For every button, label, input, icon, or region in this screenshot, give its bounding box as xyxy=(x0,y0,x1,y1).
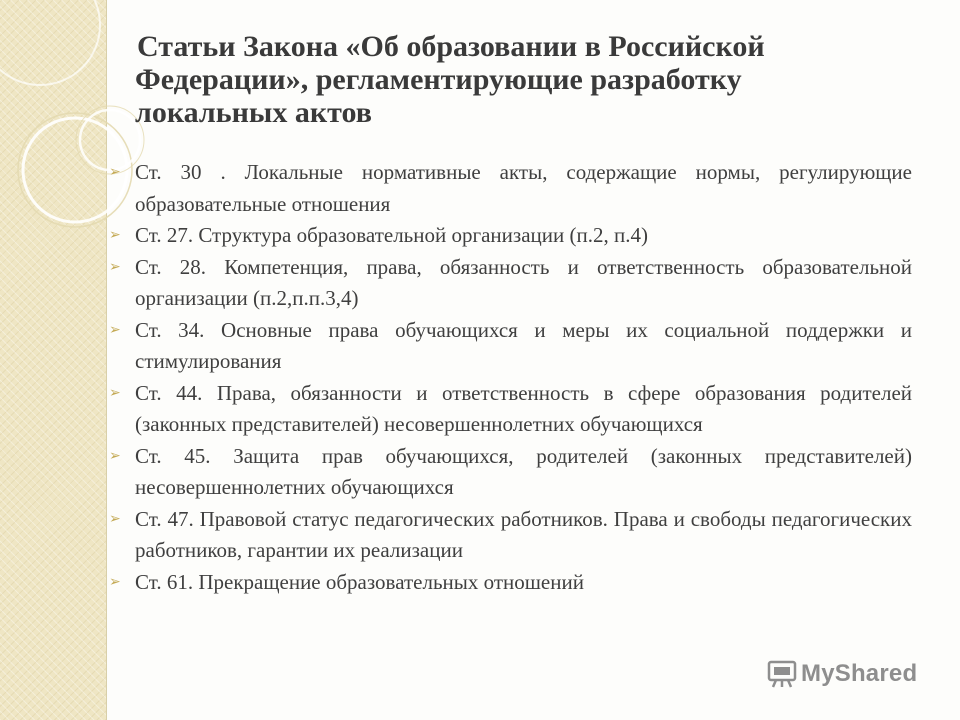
list-item xyxy=(106,315,912,378)
list-item-text: Ст. 34. Основные права обучающихся и меры их социальной поддержки и стимулирования xyxy=(135,317,912,373)
page-title xyxy=(135,30,895,129)
arrow-bullet-icon: ➢ xyxy=(109,511,121,527)
list-item xyxy=(106,504,912,567)
list-item-text: Ст. 47. Правовой статус педагогических работников. Права и свободы педагогических работников, гарантии их реализации xyxy=(135,506,912,562)
title-line: Федерации», регламентирующие разработку xyxy=(135,63,742,96)
list-item xyxy=(106,157,912,220)
title-line: локальных актов xyxy=(135,96,372,129)
arrow-bullet-icon: ➢ xyxy=(109,165,121,180)
arrow-bullet-icon: ➢ xyxy=(109,448,121,464)
list-item-text: Ст. 30 . Локальные нормативные акты, содержащие нормы, регулирующие образовательные отношения xyxy=(135,160,912,216)
list-item-text: Ст. 27. Структура образовательной организации (п.2, п.4) xyxy=(135,223,648,247)
title-line: Статьи Закона «Об образовании в Российской xyxy=(137,30,765,63)
arrow-bullet-icon: ➢ xyxy=(109,259,121,275)
article-list xyxy=(106,157,912,598)
list-item-text: Ст. 44. Права, обязанности и ответственность в сфере образования родителей (законных представителей) несовершеннолетних обучающихся xyxy=(135,380,912,436)
myshared-logo-icon xyxy=(766,658,798,690)
list-item-text: Ст. 28. Компетенция, права, обязанность и ответственность образовательной организации (п.2,п.п.3,4) xyxy=(135,254,912,310)
arrow-bullet-icon: ➢ xyxy=(109,385,121,401)
myshared-watermark xyxy=(766,657,917,691)
arrow-bullet-icon: ➢ xyxy=(109,228,121,243)
decorative-side-strip xyxy=(0,0,107,720)
list-item xyxy=(106,567,912,599)
watermark-text: MyShared xyxy=(801,660,918,687)
list-item-text: Ст. 61. Прекращение образовательных отношений xyxy=(135,569,584,594)
list-item-text: Ст. 45. Защита прав обучающихся, родителей (законных представителей) несовершеннолетних обучающихся xyxy=(135,443,912,499)
arrow-bullet-icon: ➢ xyxy=(109,574,121,590)
list-item xyxy=(106,252,912,315)
arrow-bullet-icon: ➢ xyxy=(109,322,121,338)
list-item xyxy=(106,220,912,252)
list-item xyxy=(106,378,912,441)
list-item xyxy=(106,441,912,504)
